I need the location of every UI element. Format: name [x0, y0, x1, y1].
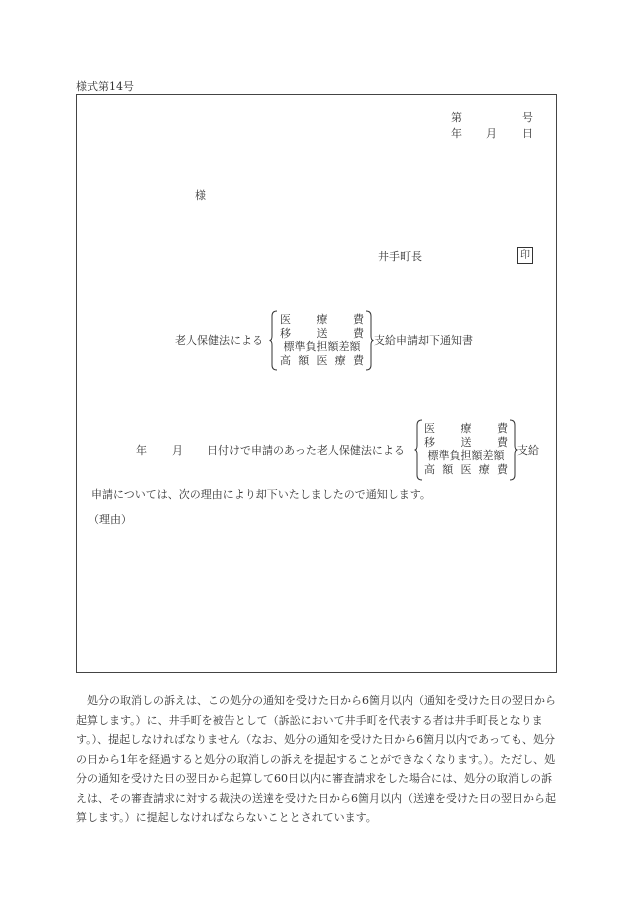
- number-go: 号: [522, 111, 533, 124]
- seal-mark: 印: [517, 247, 533, 264]
- list-item: 高 額 医 療 費: [280, 353, 364, 367]
- issuer-name: 井手町長: [378, 250, 422, 263]
- list-item: 標準負担額差額: [283, 340, 361, 353]
- date-month: 月: [486, 127, 497, 140]
- form-frame: [76, 94, 557, 673]
- form-number: 様式第14号: [76, 80, 134, 93]
- body-date-text: 日付けで申請のあった老人保健法による: [207, 444, 405, 457]
- title-left-brace: [269, 310, 279, 371]
- title-prefix: 老人保健法による: [175, 334, 263, 347]
- addressee-suffix: 様: [195, 189, 206, 202]
- list-item: 医 療 費: [424, 422, 508, 435]
- number-dai: 第: [451, 111, 462, 124]
- list-item: 医 療 費: [280, 313, 364, 326]
- body-month: 月: [172, 444, 183, 457]
- list-item: 移 送 費: [424, 435, 508, 449]
- title-right-brace: [364, 310, 374, 371]
- date-year: 年: [451, 127, 462, 140]
- title-suffix: 支給申請却下通知書: [374, 334, 473, 347]
- body-item-list: [424, 422, 508, 476]
- appeal-notice: 処分の取消しの訴えは、この処分の通知を受けた日から6箇月以内（通知を受けた日の翌日から起算します。）に、井手町を被告として（訴訟において井手町を代表する者は井手町長となります。）、提起しなければなりません（なお、処分の通知を受けた日から6箇月以内であっても、処分の日から1年を経過すると処分の取消しの訴えを提起することができなくなります。）。ただし、処分の通知を受けた日の翌日から起算して60日以内に審査請求をした場合には、処分の取消しの訴えは、その審査請求に対する裁決の送達を受けた日から6箇月以内（送達を受けた日の翌日から起算します。）に提起しなければならないこととされています。: [76, 694, 556, 824]
- date-day: 日: [522, 127, 533, 140]
- list-item: 移 送 費: [280, 326, 364, 340]
- list-item: 標準負担額差額: [427, 449, 505, 462]
- title-item-list: [280, 313, 364, 367]
- body-left-brace: [414, 419, 424, 481]
- reason-label: （理由）: [88, 513, 132, 526]
- list-item: 高 額 医 療 費: [424, 462, 508, 476]
- body-line2: 申請については、次の理由により却下いたしましたので通知します。: [91, 488, 431, 501]
- body-year: 年: [136, 444, 147, 457]
- body-suffix: 支給: [517, 444, 539, 457]
